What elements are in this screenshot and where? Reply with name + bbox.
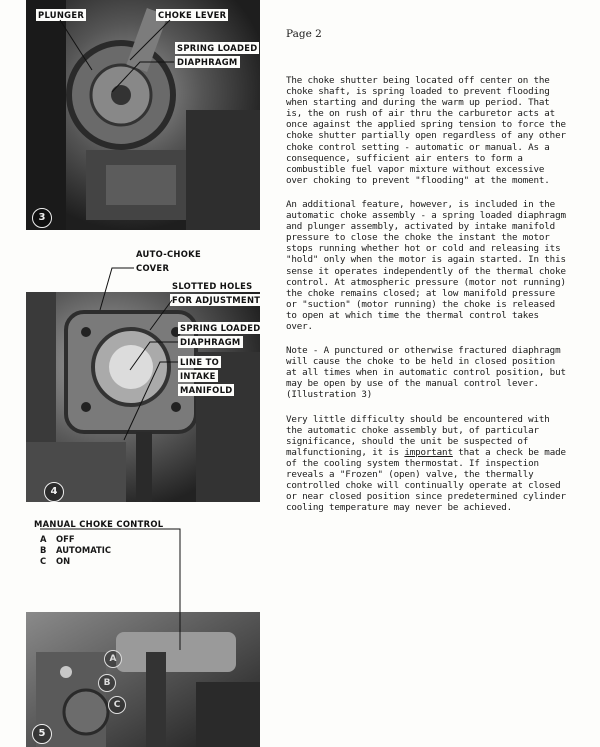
figure-5-number: 5: [32, 724, 52, 744]
paragraph-4: [286, 414, 568, 514]
paragraph-4-important: important: [404, 446, 453, 458]
choke-item-b-key: B: [40, 545, 47, 555]
callout-manifold: MANIFOLD: [180, 385, 233, 395]
choke-item-b-label: AUTOMATIC: [56, 545, 111, 555]
text-column: [286, 75, 568, 526]
figure-5-photo: [26, 612, 260, 747]
paragraph-3: Note - A punctured or otherwise fractured diaphragm will cause the choke to be held in closed position at all times when in automatic control position, but may be open by use of the manual control lever. (Illustration 3): [286, 345, 566, 401]
marker-c: C: [108, 696, 126, 714]
callout-diaphragm-2: DIAPHRAGM: [180, 337, 241, 347]
callout-slotted-holes: SLOTTED HOLES: [172, 281, 253, 291]
paragraph-4-part-b: that a check be made of the cooling system thermostat. If inspection reveals a "Frozen" (open) valve, the thermally controlled choke will continually operate at closed or near closed position since predetermined cylinder cooling temperature may never be achieved.: [286, 446, 566, 514]
callout-cover: COVER: [136, 263, 170, 273]
choke-item-c-label: ON: [56, 556, 71, 566]
callout-for-adjustment: FOR ADJUSTMENT: [172, 295, 261, 305]
choke-item-a-label: OFF: [56, 534, 75, 544]
choke-item-a-key: A: [40, 534, 47, 544]
callout-diaphragm: DIAPHRAGM: [177, 57, 238, 67]
choke-item-a: [40, 534, 111, 545]
manual-choke-control-title: MANUAL CHOKE CONTROL: [34, 519, 164, 529]
figure-4-number: 4: [44, 482, 64, 502]
choke-item-b: [40, 545, 111, 556]
callout-line-to: LINE TO: [180, 357, 220, 367]
marker-b: B: [98, 674, 116, 692]
callout-auto-choke: AUTO-CHOKE: [136, 249, 201, 259]
callout-plunger: PLUNGER: [38, 10, 85, 20]
figure-3-number: 3: [32, 208, 52, 228]
choke-item-c-key: C: [40, 556, 47, 566]
choke-item-c: [40, 556, 111, 567]
page-label: Page 2: [286, 28, 322, 40]
paragraph-1: The choke shutter being located off center on the choke shaft, is spring loaded to prevent flooding when starting and during the warm up period. That is, the on rush of air thru the carburetor acts at once against the applied spring tension to force the choke shutter partially open regardless of any other choke control setting - automatic or manual. As a consequence, sufficient air enters to form a combustible fuel vapor mixture without excessive over choking to prevent "flooding" at the moment.: [286, 75, 566, 186]
callout-spring-loaded-2: SPRING LOADED: [180, 323, 261, 333]
paragraph-2: An additional feature, however, is included in the automatic choke assembly - a spring loaded diaphragm and plunger assembly, activated by intake manifold pressure to close the choke the instant the motor stops running whether hot or cold and releasing its "hold" only when the motor is again started. In this sense it operates independently of the thermal choke control. At atmospheric pressure (motor not running) the choke remains closed; at low manifold pressure or "suction" (motor running) the choke is released to open at which time the thermal control takes over.: [286, 198, 566, 332]
marker-a: A: [104, 650, 122, 668]
callout-spring-loaded: SPRING LOADED: [177, 43, 258, 53]
callout-choke-lever: CHOKE LEVER: [158, 10, 227, 20]
callout-intake: INTAKE: [180, 371, 216, 381]
manual-choke-list: [40, 534, 111, 567]
paragraph-4-part-a: Very little difficulty should be encountered with the automatic choke assembly but, of particular significance, should the unit be suspected of malfunctioning, it is: [286, 413, 550, 458]
figure-3-photo: [26, 0, 260, 230]
